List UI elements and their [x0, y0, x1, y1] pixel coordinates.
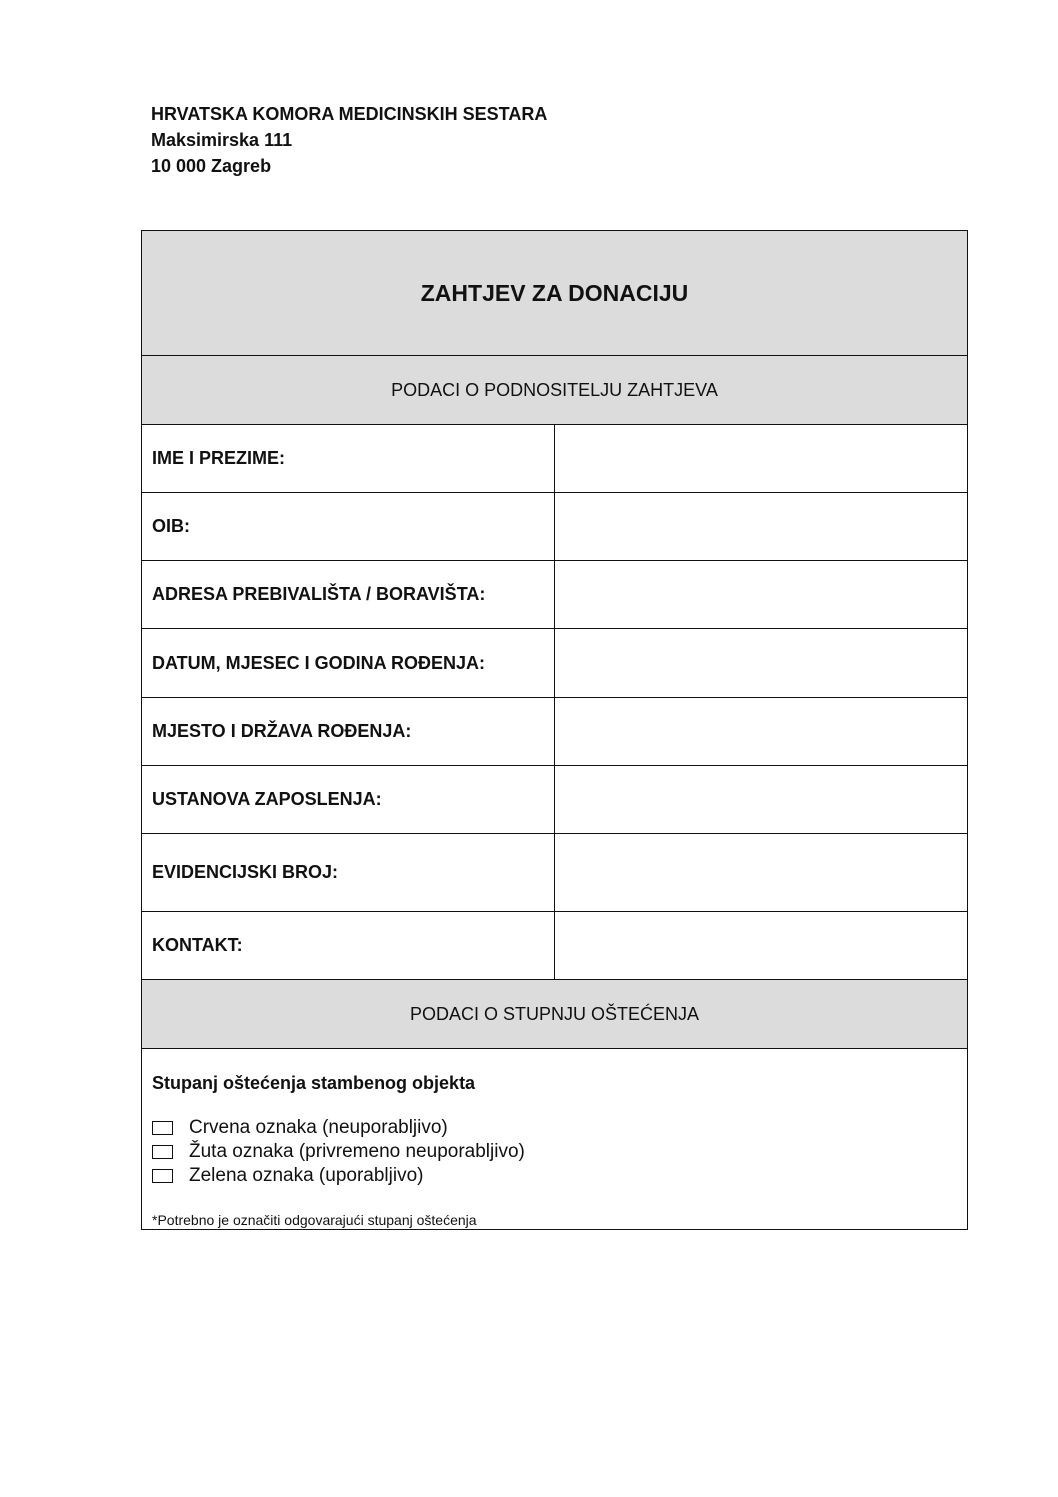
street-address: Maksimirska 111	[151, 130, 293, 150]
field-input-contact[interactable]	[555, 912, 967, 979]
field-row-birth-place	[142, 698, 967, 766]
field-label-registry-number: EVIDENCIJSKI BROJ:	[142, 834, 555, 911]
field-row-registry-number	[142, 834, 967, 912]
field-input-birth-date[interactable]	[555, 629, 967, 697]
organization-name: HRVATSKA KOMORA MEDICINSKIH SESTARA	[151, 104, 548, 124]
donation-request-form	[141, 230, 968, 1230]
field-label-employer: USTANOVA ZAPOSLENJA:	[142, 766, 555, 833]
field-row-employer	[142, 766, 967, 834]
footnote: *Potrebno je označiti odgovarajući stupanj oštećenja	[152, 1212, 477, 1228]
field-label-contact: KONTAKT:	[142, 912, 555, 979]
field-input-name[interactable]	[555, 425, 967, 492]
checkbox-yellow[interactable]	[152, 1145, 173, 1159]
letterhead	[151, 101, 547, 179]
field-input-address[interactable]	[555, 561, 967, 628]
field-row-contact	[142, 912, 967, 980]
city-postal: 10 000 Zagreb	[151, 156, 272, 176]
damage-option-green	[152, 1164, 967, 1188]
damage-level-section	[142, 1049, 967, 1229]
field-row-address	[142, 561, 967, 629]
field-label-name: IME I PREZIME:	[142, 425, 555, 492]
field-input-oib[interactable]	[555, 493, 967, 560]
option-label-green: Zelena oznaka (uporabljivo)	[189, 1165, 424, 1186]
field-row-name	[142, 425, 967, 493]
damage-options	[152, 1116, 967, 1188]
field-label-oib: OIB:	[142, 493, 555, 560]
form-title: ZAHTJEV ZA DONACIJU	[142, 231, 967, 356]
field-label-birth-date: DATUM, MJESEC I GODINA ROĐENJA:	[142, 629, 555, 697]
section-applicant-heading: PODACI O PODNOSITELJU ZAHTJEVA	[142, 356, 967, 425]
option-label-yellow: Žuta oznaka (privremeno neuporabljivo)	[189, 1141, 525, 1162]
section-damage-heading: PODACI O STUPNJU OŠTEĆENJA	[142, 980, 967, 1049]
field-input-registry-number[interactable]	[555, 834, 967, 911]
option-label-red: Crvena oznaka (neuporabljivo)	[189, 1117, 448, 1138]
damage-level-title: Stupanj oštećenja stambenog objekta	[152, 1073, 476, 1093]
damage-option-red	[152, 1116, 967, 1140]
checkbox-green[interactable]	[152, 1169, 173, 1183]
field-input-employer[interactable]	[555, 766, 967, 833]
field-row-birth-date	[142, 629, 967, 698]
field-label-address: ADRESA PREBIVALIŠTA / BORAVIŠTA:	[142, 561, 555, 628]
checkbox-red[interactable]	[152, 1121, 173, 1135]
damage-option-yellow	[152, 1140, 967, 1164]
field-label-birth-place: MJESTO I DRŽAVA ROĐENJA:	[142, 698, 555, 765]
field-row-oib	[142, 493, 967, 561]
field-input-birth-place[interactable]	[555, 698, 967, 765]
